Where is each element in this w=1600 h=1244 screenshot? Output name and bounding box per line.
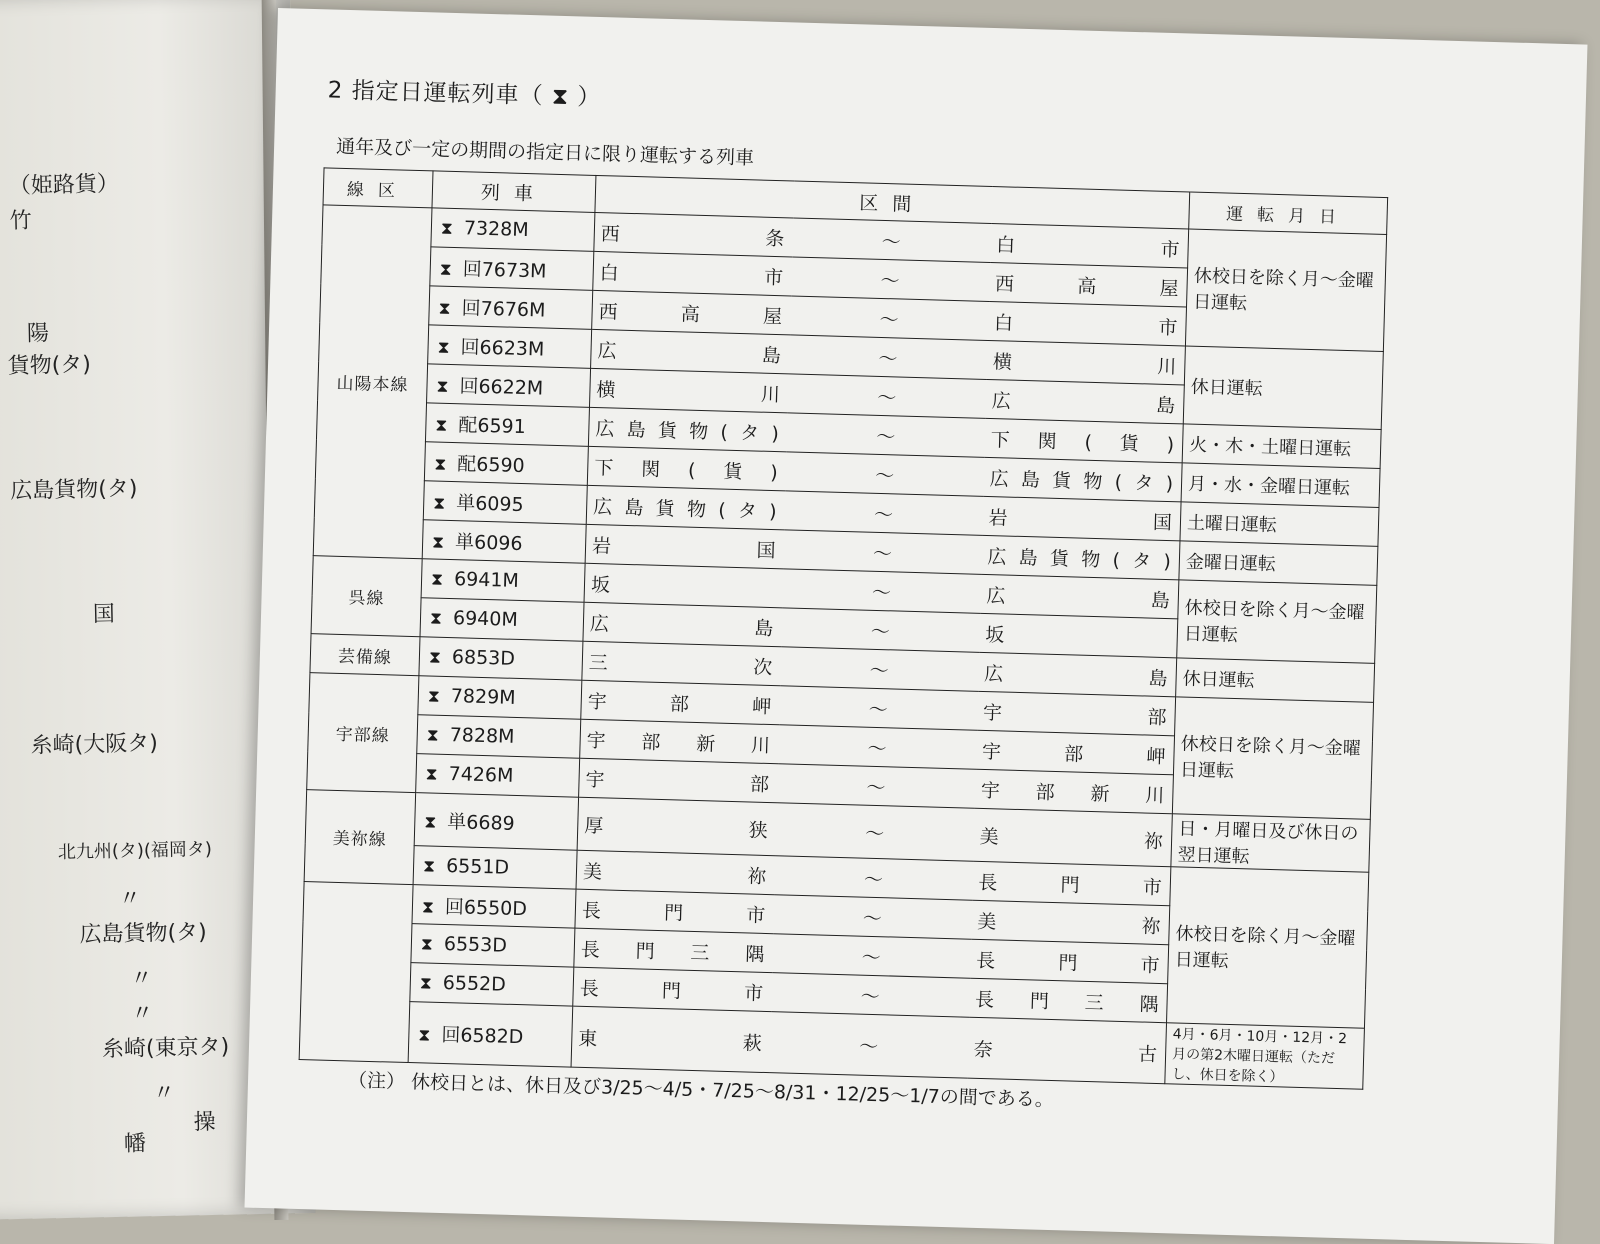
left-fragment: 広島貨物(タ) (10, 476, 138, 505)
train-cell (427, 364, 591, 408)
train-cell (423, 481, 587, 525)
train-cell (421, 559, 585, 603)
hourglass-icon: ⧗ (418, 1024, 431, 1046)
hourglass-icon: ⧗ (435, 415, 448, 436)
operation-days-cell: 休校日を除く月～金曜日運転 (1177, 580, 1377, 663)
left-fragment: 〃 (152, 1080, 176, 1107)
section-tilde: ～ (787, 374, 986, 419)
section-from: 西条 (594, 212, 793, 257)
train-number: 回6582D (441, 1023, 524, 1048)
train-number: 6941M (453, 568, 520, 592)
section-tilde: ～ (774, 856, 973, 901)
left-fragment: 国 (92, 601, 116, 628)
line-cell: 宇部線 (307, 673, 419, 793)
section-to: 白市 (987, 301, 1186, 346)
section-to: 奈古 (967, 1017, 1167, 1084)
train-cell (430, 247, 594, 291)
train-number: 7328M (463, 217, 529, 242)
section-tilde: ～ (783, 530, 982, 575)
section-from: 長門市 (573, 967, 772, 1012)
section-tilde: ～ (792, 218, 991, 263)
section-from: 三次 (582, 641, 781, 686)
train-cell (425, 403, 589, 447)
section-from: 広島貨物(タ) (588, 407, 787, 452)
section-to: 宇部 (977, 691, 1176, 736)
left-fragment: 〃 (130, 966, 153, 992)
section-tilde: ～ (775, 803, 974, 862)
operation-days-cell: 火・木・土曜日運転 (1182, 424, 1381, 469)
section-tilde: ～ (790, 296, 989, 341)
header-op: 運転月日 (1189, 192, 1388, 235)
section-from: 宇部岬 (581, 680, 780, 725)
hourglass-icon: ⧗ (438, 298, 451, 319)
hourglass-icon: ⧗ (422, 856, 436, 877)
left-fragment: 貨物(タ) (7, 352, 92, 380)
section-to: 広島貨物(タ) (983, 457, 1182, 502)
operation-days-cell: 休校日を除く月～金曜日運転 (1172, 697, 1373, 819)
section-to: 広島 (985, 379, 1184, 424)
operation-days-cell: 土曜日運転 (1180, 502, 1379, 547)
train-cell (413, 846, 577, 890)
section-tilde: ～ (773, 895, 972, 940)
left-fragment: 糸崎(東京タ) (101, 1034, 230, 1063)
train-number: 回6623M (460, 335, 545, 361)
section-from: 岩国 (585, 524, 784, 569)
section-from: 西高屋 (592, 290, 791, 335)
hourglass-icon: ⧗ (440, 218, 454, 239)
train-cell (411, 924, 575, 968)
left-fragment: 広島貨物(タ) (79, 920, 208, 948)
hourglass-icon: ⧗ (434, 454, 447, 475)
section-from: 坂 (584, 563, 783, 608)
train-cell (410, 963, 574, 1007)
hourglass-icon: ⧗ (430, 569, 444, 590)
section-from: 広島貨物(タ) (586, 485, 785, 530)
line-cell: 呉線 (311, 556, 422, 637)
train-number: 配6590 (457, 452, 525, 477)
hourglass-icon: ⧗ (437, 337, 450, 358)
hourglass-icon: ⧗ (431, 532, 445, 553)
left-fragment: 〃 (118, 886, 142, 912)
train-cell (429, 286, 593, 330)
operation-days-cell: 日・月曜日及び休日の翌日運転 (1171, 814, 1370, 873)
section-to: 美祢 (973, 808, 1172, 867)
right-page (244, 8, 1587, 1244)
section-tilde: ～ (781, 608, 980, 653)
section-to: 長門三隅 (969, 978, 1168, 1023)
section-from: 横川 (589, 368, 788, 413)
section-tilde: ～ (777, 764, 976, 809)
train-cell (422, 520, 586, 564)
section-to: 美祢 (971, 900, 1170, 945)
section-from: 宇部 (579, 758, 778, 803)
train-number: 回7673M (462, 257, 547, 283)
train-number: 単6689 (447, 810, 515, 835)
section-tilde: ～ (769, 1012, 969, 1079)
section-from: 下関(貨) (587, 446, 786, 491)
hourglass-icon: ⧗ (419, 973, 433, 994)
train-number: 単6096 (454, 530, 523, 555)
section-to: 広島 (980, 574, 1179, 619)
train-number: 6553D (443, 933, 508, 957)
hourglass-icon: ⧗ (420, 934, 434, 955)
operation-days-cell: 休校日を除く月～金曜日運転 (1167, 867, 1369, 1028)
train-cell (419, 637, 583, 681)
train-number: 回6550D (444, 895, 528, 920)
train-cell (418, 676, 582, 720)
operation-days-cell: 金曜日運転 (1179, 541, 1378, 586)
train-number: 7829M (450, 685, 516, 709)
train-cell (408, 1002, 573, 1068)
train-number: 回7676M (461, 296, 546, 322)
train-number: 配6591 (458, 413, 527, 438)
hourglass-icon: ⧗ (436, 376, 449, 397)
section-heading: 2 指定日運転列車（ ⧗ ） (327, 77, 602, 112)
hourglass-icon: ⧗ (426, 725, 439, 746)
train-cell (412, 885, 576, 929)
table-body (299, 205, 1386, 1089)
hourglass-icon: ⧗ (439, 259, 453, 280)
section-to: 白市 (990, 223, 1189, 268)
line-cell: 美祢線 (304, 790, 416, 885)
train-number: 回6622M (459, 374, 544, 400)
train-number: 6853D (451, 646, 516, 670)
section-to: 長門市 (972, 861, 1171, 906)
left-fragment: 北九州(タ)(福岡タ) (57, 838, 213, 864)
left-fragment: 〃 (131, 1001, 154, 1027)
line-cell: 山陽本線 (313, 205, 432, 559)
section-from: 白市 (593, 251, 792, 296)
section-tilde: ～ (791, 257, 990, 302)
section-to: 宇部新川 (974, 769, 1173, 814)
train-cell (420, 598, 584, 642)
train-number: 単6095 (455, 491, 524, 516)
train-cell (414, 793, 578, 851)
train-number: 6940M (452, 607, 519, 631)
header-train: 列車 (432, 171, 596, 213)
operation-days-cell: 4月・6月・10月・12月・2月の第2木曜日運転（ただし、休日を除く） (1165, 1023, 1365, 1090)
hourglass-icon: ⧗ (421, 896, 435, 918)
hourglass-icon: ⧗ (427, 686, 441, 707)
train-number: 6552D (442, 971, 507, 996)
section-tilde: ～ (788, 335, 987, 380)
train-cell (424, 442, 588, 486)
section-tilde: ～ (778, 725, 977, 770)
left-fragment: 竹 (9, 208, 32, 235)
left-fragment: 糸崎(大阪タ) (30, 731, 159, 759)
left-fragment: 操 (193, 1109, 216, 1136)
section-tilde: ～ (772, 934, 971, 979)
section-to: 岩国 (982, 496, 1181, 541)
timetable (299, 167, 1389, 1089)
hourglass-icon: ⧗ (432, 493, 446, 514)
train-cell (416, 754, 580, 798)
section-from: 長門市 (575, 889, 774, 934)
section-to: 長門市 (970, 939, 1169, 984)
operation-days-cell: 休日運転 (1176, 658, 1375, 703)
line-cell (299, 882, 413, 1063)
operation-days-cell: 月・水・金曜日運転 (1181, 463, 1380, 508)
footnote: （注） 休校日とは、休日及び3/25～4/5・7/25～8/31・12/25～1/7の間である。 (347, 1069, 1055, 1112)
section-to: 広島 (978, 652, 1177, 697)
section-tilde: ～ (779, 686, 978, 731)
section-to: 横川 (986, 340, 1185, 385)
section-from: 長門三隅 (574, 928, 773, 973)
hourglass-icon: ⧗ (428, 647, 442, 668)
section-tilde: ～ (785, 452, 984, 497)
header-line: 線区 (323, 168, 433, 208)
train-cell (428, 325, 592, 369)
train-cell (431, 208, 595, 252)
hourglass-icon: ⧗ (429, 608, 443, 629)
train-number: 6551D (445, 855, 510, 879)
section-to: 広島貨物(タ) (981, 535, 1180, 580)
train-number: 7426M (448, 763, 514, 787)
section-subheading: 通年及び一定の期間の指定日に限り運転する列車 (335, 135, 755, 170)
section-tilde: ～ (786, 413, 985, 458)
section-from: 東萩 (571, 1006, 771, 1073)
train-number: 7828M (449, 724, 515, 748)
section-to: 坂 (979, 613, 1178, 658)
section-to: 西高屋 (989, 262, 1188, 307)
train-cell (417, 715, 581, 759)
section-tilde: ～ (782, 569, 981, 614)
left-fragment: 陽 (26, 321, 50, 347)
section-from: 宇部新川 (580, 719, 779, 764)
operation-days-cell: 休校日を除く月～金曜日運転 (1185, 229, 1386, 351)
section-to: 下関(貨) (984, 418, 1183, 463)
section-from: 広島 (591, 329, 790, 374)
left-fragment: （姫路貨） (8, 171, 120, 200)
hourglass-icon: ⧗ (424, 811, 437, 833)
section-tilde: ～ (780, 647, 979, 692)
section-from: 美祢 (576, 850, 775, 895)
line-cell: 芸備線 (310, 634, 420, 676)
left-fragment: 幡 (123, 1131, 147, 1157)
hourglass-icon: ⧗ (425, 764, 438, 785)
section-from: 広島 (583, 602, 782, 647)
section-tilde: ～ (771, 973, 970, 1018)
section-tilde: ～ (784, 491, 983, 536)
section-to: 宇部岬 (976, 730, 1175, 775)
section-from: 厚狭 (577, 797, 776, 856)
operation-days-cell: 休日運転 (1183, 346, 1383, 429)
header-section: 区間 (595, 175, 1190, 229)
